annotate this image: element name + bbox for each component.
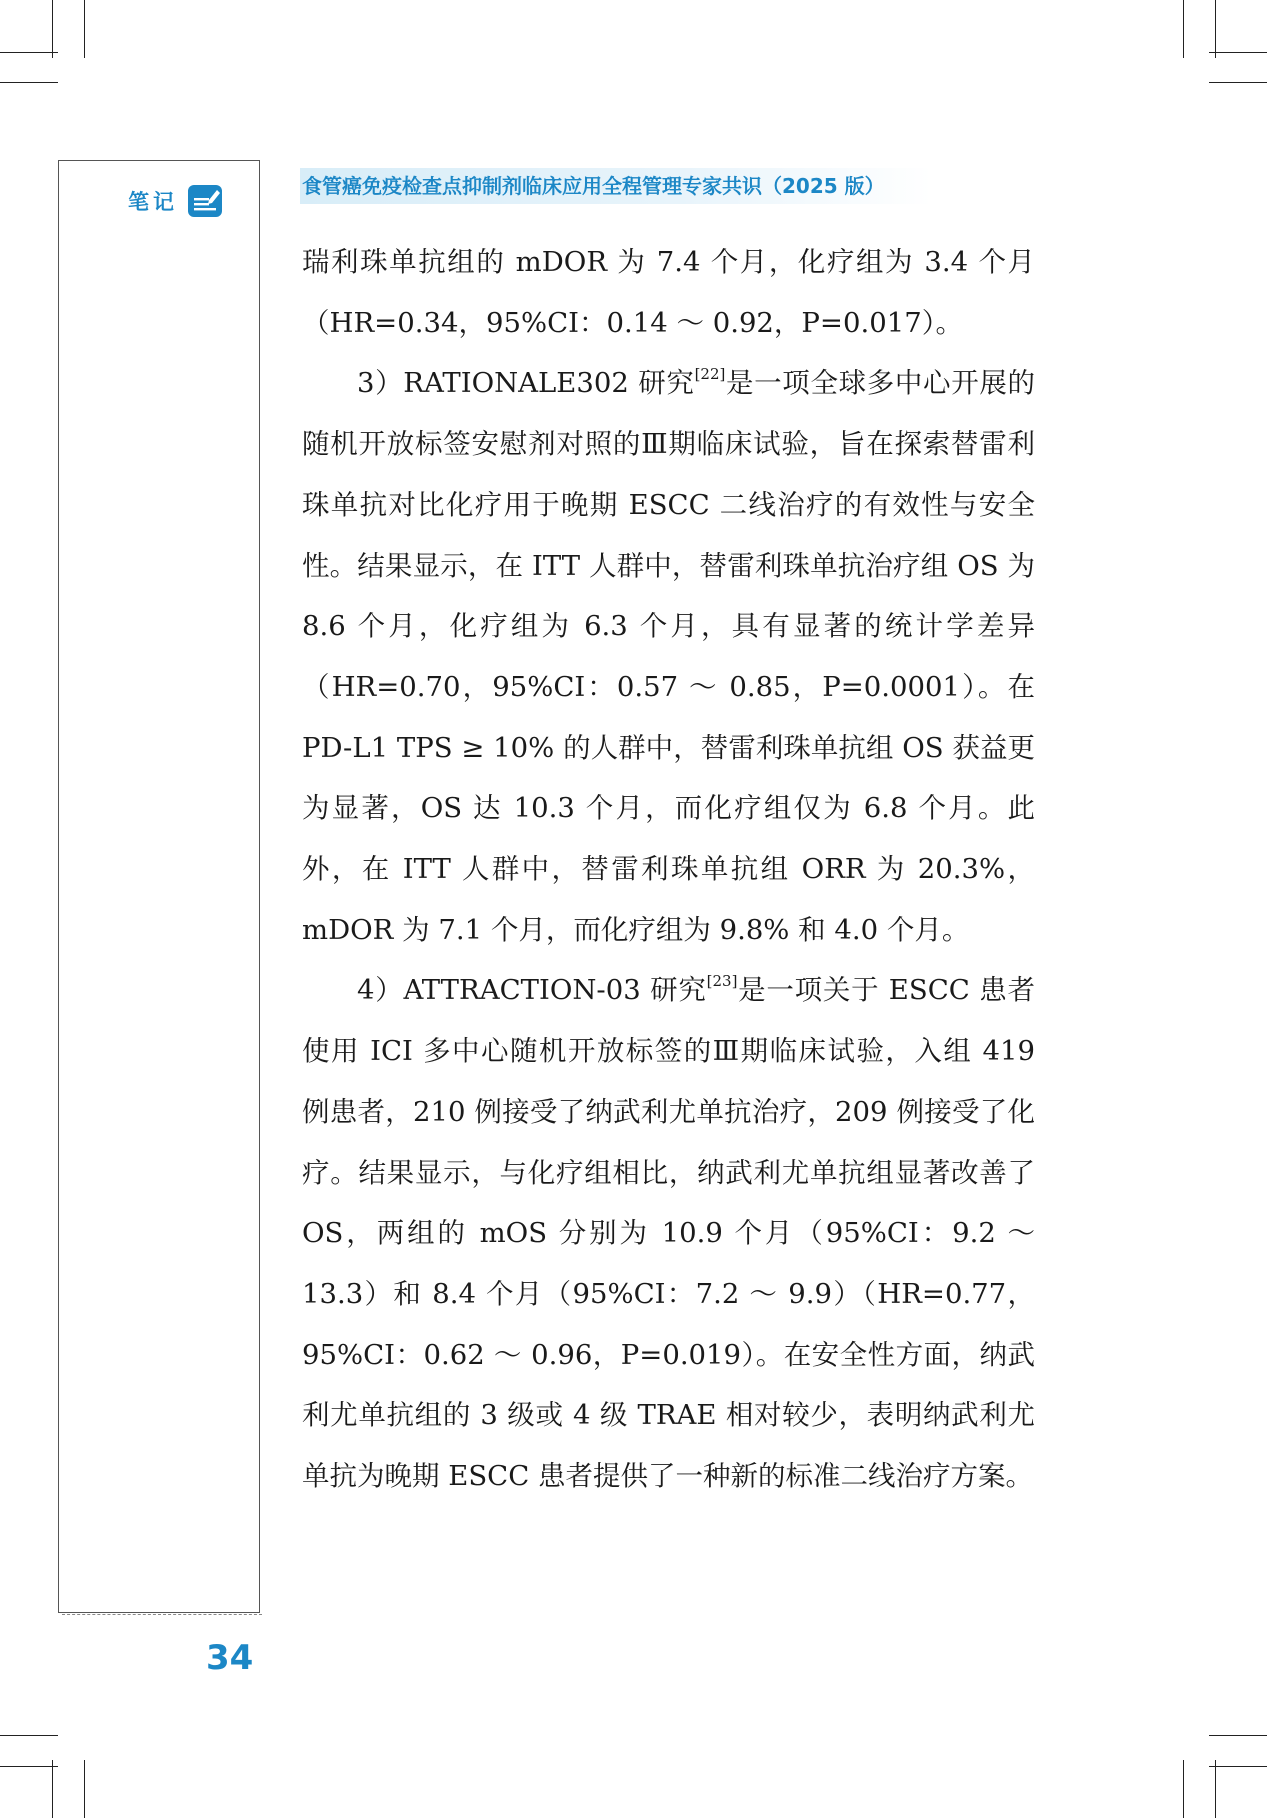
paragraph-3-lead: 4）ATTRACTION-03 研究 — [357, 974, 707, 1007]
citation-23: [23] — [706, 972, 738, 991]
paragraph-2 — [302, 353, 1035, 960]
paragraph-1: 瑞利珠单抗组的 mDOR 为 7.4 个月，化疗组为 3.4 个月（HR=0.34，95%CI：0.14 ～ 0.92，P=0.017）。 — [302, 246, 1035, 339]
crop-mark — [84, 0, 85, 58]
citation-22: [22] — [694, 365, 726, 384]
crop-mark — [52, 0, 53, 58]
crop-mark — [0, 82, 58, 83]
running-header-title: 食管癌免疫检查点抑制剂临床应用全程管理专家共识（2025 版） — [300, 168, 932, 204]
crop-mark — [1215, 1760, 1216, 1818]
crop-mark — [0, 1735, 58, 1736]
crop-mark — [1215, 0, 1216, 58]
crop-mark — [84, 1760, 85, 1818]
crop-mark — [0, 52, 58, 53]
paragraph-2-lead: 3）RATIONALE302 研究 — [357, 367, 695, 400]
crop-mark — [1183, 1760, 1184, 1818]
paragraph-3-body: 是一项关于 ESCC 患者使用 ICI 多中心随机开放标签的Ⅲ期临床试验，入组 419 例患者，210 例接受了纳武利尤单抗治疗，209 例接受了化疗。结果显示，与化疗组相比，纳武利尤单抗组显著改善了 OS，两组的 mOS 分别为 10.9 个月（95%CI：9.2 ～ 13.3）和 8.4 个月（95%CI：7.2 ～ 9.9）（HR=0.77，95%CI：0.62 ～ 0.96，P=0.019）。在安全性方面，纳武利尤单抗组的 3 级或 4 级 TRAE 相对较少，表明纳武利尤单抗为晚期 ESCC 患者提供了一种新的标准二线治疗方案。 — [302, 974, 1036, 1493]
crop-mark — [1209, 1766, 1267, 1767]
body-text — [302, 232, 1035, 1507]
notes-label: 笔记 — [128, 190, 178, 214]
notepad-pen-icon — [187, 184, 223, 218]
paragraph-2-body: 是一项全球多中心开展的随机开放标签安慰剂对照的Ⅲ期临床试验，旨在探索替雷利珠单抗对比化疗用于晚期 ESCC 二线治疗的有效性与安全性。结果显示，在 ITT 人群中，替雷利珠单抗治疗组 OS 为 8.6 个月，化疗组为 6.3 个月，具有显著的统计学差异（HR=0.70，95%CI：0.57 ～ 0.85，P=0.0001）。在 PD-L1 TPS ≥ 10% 的人群中，替雷利珠单抗组 OS 获益更为显著，OS 达 10.3 个月，而化疗组仅为 6.8 个月。此外，在 ITT 人群中，替雷利珠单抗组 ORR 为 20.3%，mDOR 为 7.1 个月，而化疗组为 9.8% 和 4.0 个月。 — [302, 367, 1036, 946]
notes-sidebar — [58, 160, 260, 1613]
notes-sidebar-shadow — [62, 1614, 262, 1619]
crop-mark — [1183, 0, 1184, 58]
crop-mark — [1209, 52, 1267, 53]
crop-mark — [0, 1766, 58, 1767]
paragraph-3 — [302, 960, 1035, 1506]
crop-mark — [1209, 82, 1267, 83]
page-number: 34 — [206, 1638, 254, 1678]
crop-mark — [1209, 1735, 1267, 1736]
crop-mark — [52, 1760, 53, 1818]
